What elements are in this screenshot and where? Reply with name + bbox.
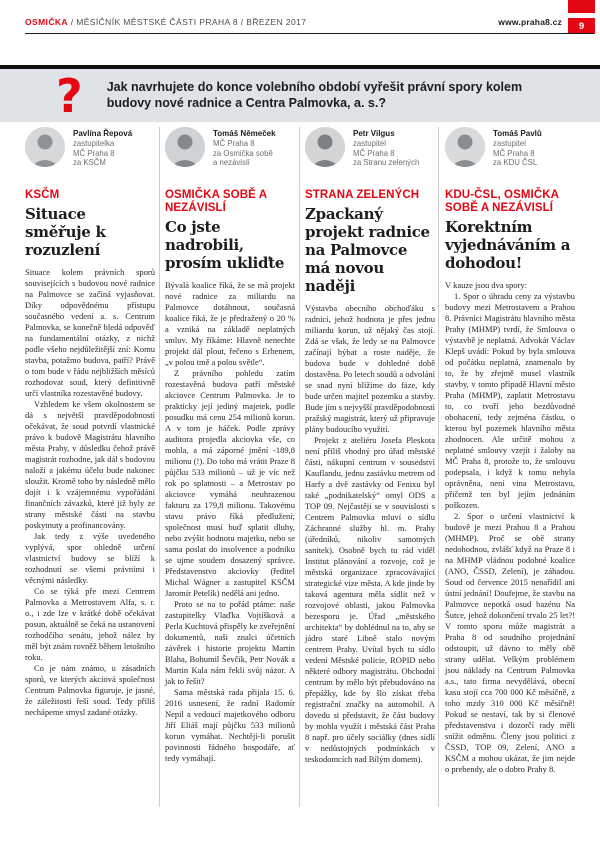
article-paragraph: Situace kolem právních sporů souvisejících s budovou nové radnice na Palmovce se začíná vyjasňovat. Díky odpovědnému přístupu současného vedení a. s. Centrum Palmovka, se konečně hledá odpověď na fundamentální otázky, z nichž podle všeho nejdůležitější zní: Komu stavba, potažmo budova, patří? Právě o tom bude v řádu nejbližších měsíců rozhodovat soud, který definitivně určí vlastníka rozestavěné budovy. [25,267,155,398]
website-link[interactable]: www.praha8.cz [498,17,562,27]
author-meta [73,127,132,177]
question-mark-icon: ? [56,68,83,123]
article-paragraph: Sama městská rada přijala 15. 6. 2016 usnesení, že radní Radomír Nepil a vedoucí majetkového odboru Jiří Eliáš mají půjčku 533 milionů korun vymáhat. Nechtějí-li porušit povinnosti řádného hospodáře, ať tedy vymáhají. [165,687,295,763]
author-role-line: zastupitel [493,139,526,148]
article-headline: Korektním vyjednáváním a dohodou! [445,218,571,272]
page-number-badge [568,18,595,34]
author-role-line: zastupitelka [73,139,115,148]
author-block [445,127,575,177]
author-block [305,127,435,177]
article-paragraph: Co je nám známo, u zásadních sporů, ve kterých akciová společnost Centrum Palmovka figuruje, je jasné, že záležitosti řeší soud. Tedy příliš nechápeme smysl zadané otázky. [25,663,155,717]
person-icon [165,127,205,167]
page-number: 9 [578,20,585,32]
author-name: Tomáš Pavlů [493,129,542,138]
author-photo [445,127,485,167]
author-roles [73,139,132,168]
author-photo [165,127,205,167]
column-separator [438,127,439,807]
article-paragraph: Vzhledem ke všem okolnostem se dá s největší pravděpodobností očekávat, že soud potvrdí vlastnické právo k budově Magistrátu hlavního města Prahy, v důsledku čehož právě magistrát rozhodne, jak dál s budovou naloží a jakému účelu bude nakonec sloužit. Kromě toho by následně mělo dojít i k vzájemnému vypořádání finančních závazků, které již byly ze strany městské části na stavbu poskytnuty a profinancovány. [25,399,155,530]
party-name: STRANA ZELENÝCH [305,189,420,201]
article-headline: Co jste nadrobili, prosím ukliďte [165,218,285,272]
article-paragraph: 2. Spor o určení vlastnictví k budově je mezi Prahou 8 a Prahou (MHMP). Proč se obě strany nedohodnou, zvlášť když na Praze 8 i na MHMP vládnou podobné koalice (ANO, ČSSD, Zelení), je záhadou. Soud od července 2015 nenařídil ani ústní jednání! Doufejme, že stavbu na Palmovce nepotká osud bazénu Na Šutce, jehož dokončení trvalo 25 let?! V tomto sporu může magistrát a Praha 8 od soudního projednání odstoupit, už dávno to měly obě strany udělat. Velkým problémem jsou náklady na Centrum Palmovka a.s., tato firma nevydělává, obecní kasu stojí cca 700 000 Kč měsíčně, z toho mzdy 310 000 Kč měsíčně! Pokud se nestaví, tak by si členové představenstva i dozorčí rady měli snížit odměnu. Členy jsou politici z ČSSD, TOP 09, Zelení, ANO a KSČM a mohou ukázat, že jim nejde o prebendy, ale o dobro Prahy 8. [445,511,575,774]
author-block [25,127,155,177]
masthead [25,17,562,27]
masthead-left [25,17,306,27]
article-paragraph: Z právního pohledu zatím rozestavěná budova patří městské akciovce Centrum Palmovka. Je to prakticky její jediný majetek, podle posudku má cenu 254 milionů korun. A v tom je háček. Podle zprávy auditora projedla akciovka vše, co mohla, a má záporné jmění -189,8 milionu (!). Do toho má vrátit Praze 8 půjčku 533 milionů – už je víc než rok po splatnosti – a Metrostav po akciovce vymáhá neuhrazenou fakturu za 179,8 milionu. Takovému stavu právo říká předlužení; společnost musí buď splatit dluhy, nebo zvýšit hodnotu majetku, nebo se sama poslat do insolvence a podniku se ujme soudem dosazený správce. Představenstvo akciovky (ředitel Michal Wágner a zastupitel KSČM Jaromír Petelík) nedělá ani jedno. [165,368,295,598]
article-body [305,303,435,765]
author-role-line: za KDU ČSL [493,158,538,168]
columns-area [25,127,575,775]
masthead-title: OSMIČKA [25,17,68,27]
article-headline: Zpackaný projekt radnice na Palmovce má novou naději [305,205,430,295]
author-roles [493,139,542,168]
author-role-line: za Osmička sobě [213,148,273,158]
author-name: Petr Vilgus [353,129,395,138]
article-paragraph: Proto se na to pořád ptáme: naše zastupitelky Vlaďka Vojtíšková a Perla Kuchtová přispěly ke zveřejnění dokumentů, naši znalci účetních závěrek i historie projektu Martin Blaha, Bohumil Ševčík, Petr Novák a Martin Kala nám řekli svůj názor. A jak to řešit? [165,599,295,686]
article-paragraph: Projekt z ateliéru Josefa Pleskota není příliš vhodný pro úřad městské části, nákupní centrum v sousedství Kauflandu, jednu zastávku metrem od Harfy a dvě zastávky od Fenixu byl také „podnikatelský“ omyl ODS a TOP 09. Nejčastěji se v souvislosti s Centrem Palmovka mluví o sídlu Záchranné služby hl. m. Prahy (úředníků, nikoliv samotných sanitek). Osobně bych tu rád viděl Institut plánování a rozvoje, což je městská organizace zpracovávající strategické vize města. A kde jinde by taková agentura měla sídlit než v rozvojové oblasti, jakou Palmovka bezesporu je. Úřad „městského architekta“ by dohlédnul na to, aby se jádro staré Libně stalo novým centrem Prahy. Uvítal bych tu sídlo vedení Městské policie, ROPID nebo některé odbory magistrátu. Obchodní centrum by mělo být přebudováno na přepážky, kde by šlo získat třeba registrační značky na automobil. A dovedu si představit, že část budovy by mohla využít i městská část Praha 8 např. pro účely sociálky (dnes sídlí v nedůstojných podmínkách v teskodomcích nad Bílým domem). [305,435,435,764]
author-photo [25,127,65,167]
author-role-line: a nezávislí [213,158,250,168]
author-role-line: zastupitel [353,139,386,148]
person-icon [445,127,485,167]
column-osmicka-sobe [165,127,295,775]
article-paragraph: Co se týká pře mezi Centrem Palmovka a Metrostavem Alfa, s. r. o., i zde lze v krátké době očekávat posun, aktuálně se čeká na ustanovení rozhodčího senátu, jehož nález by měl být znám rovněž během letošního roku. [25,586,155,662]
article-body [25,267,155,718]
article-paragraph: Bývalá koalice říká, že se má projekt nové radnice za miliardu na Palmovce dotáhnout, současná koalice říká, že je předražený o 20 % a vzniká na základě neplatných smluv. My říkáme: Hlavně nenechte projekt dál plout, řečeno s Erbenem, „v polou tmě a polou světle“. [165,280,295,367]
author-meta [353,127,419,177]
author-meta [493,127,542,177]
article-paragraph: V kauze jsou dva spory: [445,280,527,290]
author-block [165,127,295,177]
author-meta [213,127,276,177]
article-body [165,280,295,764]
author-roles [353,139,419,168]
author-name: Pavlína Řepová [73,129,133,138]
article-paragraph: 1. Spor o úhradu ceny za výstavbu budovy mezi Metrostavem a Prahou 8. Právníci Magistrátu hlavního města Prahy (MHMP) tvrdí, že Smlouva o výstavbě je neplatná. Advokát Václav Klepš uvádí: Pokud by byla smlouva od počátku neplatná, znamenalo by to, že by zřejmě musel vlastník stavby, v tomto případě Hlavní město Praha (MHMP), zaplatit Metrostavu to, co tvoří jeho bezdůvodné obohacení, tedy zejména částku, o kterou byl pozemek hlavního města zhodnocen. Ale určitě mohou z neplatné smlouvy vzejít i žaloby na MČ Praha 8, protože to, že smlouvu podepsala, i když k tomu nebyla oprávněna, není vina Metrostavu, přičemž ten byl jejím jednáním poškozen. [445,291,575,510]
column-separator [299,127,300,807]
article-body [445,280,575,775]
column-separator [159,127,160,807]
author-role-line: MČ Praha 8 [213,139,255,148]
party-name: KDU-ČSL, OSMIČKA SOBĚ A NEZÁVISLÍ [445,189,559,214]
red-bleed-tab [568,0,595,13]
party-name: OSMIČKA SOBĚ A NEZÁVISLÍ [165,189,267,214]
article-paragraph: Jak tedy z výše uvedeného vyplývá, spor ohledně určení vlastnictví budovy se blíží k rozhodnutí se všemi právními i věcnými následky. [25,531,155,585]
author-roles [213,139,276,168]
question-banner [0,65,600,122]
author-role-line: MČ Praha 8 [353,148,395,158]
author-role-line: MČ Praha 8 [73,148,115,158]
column-kdu-csl [445,127,575,775]
author-role-line: MČ Praha 8 [493,148,535,158]
column-strana-zelenych [305,127,435,775]
author-photo [305,127,345,167]
author-role-line: za KSČM [73,158,106,168]
question-text: Jak navrhujete do konce volebního období vyřešit právní spory kolem budovy nové radnice a Centra Palmovka, a. s.? [106,80,523,110]
article-headline: Situace směřuje k rozuzlení [25,205,106,259]
masthead-subtitle: / MĚSÍČNÍK MĚSTSKÉ ČÁSTI PRAHA 8 / BŘEZEN 2017 [70,17,307,27]
author-role-line: za Stranu zelených [353,158,420,168]
person-icon [25,127,65,167]
author-name: Tomáš Němeček [213,129,276,138]
article-paragraph: Výstavba obecního obchoďáku s radnicí, jehož hodnota je přes jednu miliardu korun, už nějaký čas stojí. Zdá se však, že ledy se na Palmovce začínají hýbat a roste naděje, že budova bude v dohledné době dostavěna. Po letech soudů a odvolání se snad nyní blížíme do fáze, kdy bude určen majitel pozemku a stavby. Bude jím s nejvyšší pravděpodobností pražský magistrát, který už připravuje plány budoucího využití. [305,303,435,434]
column-kscm [25,127,155,775]
party-name: KSČM [25,189,60,201]
header-rule [25,33,594,34]
person-icon [305,127,345,167]
